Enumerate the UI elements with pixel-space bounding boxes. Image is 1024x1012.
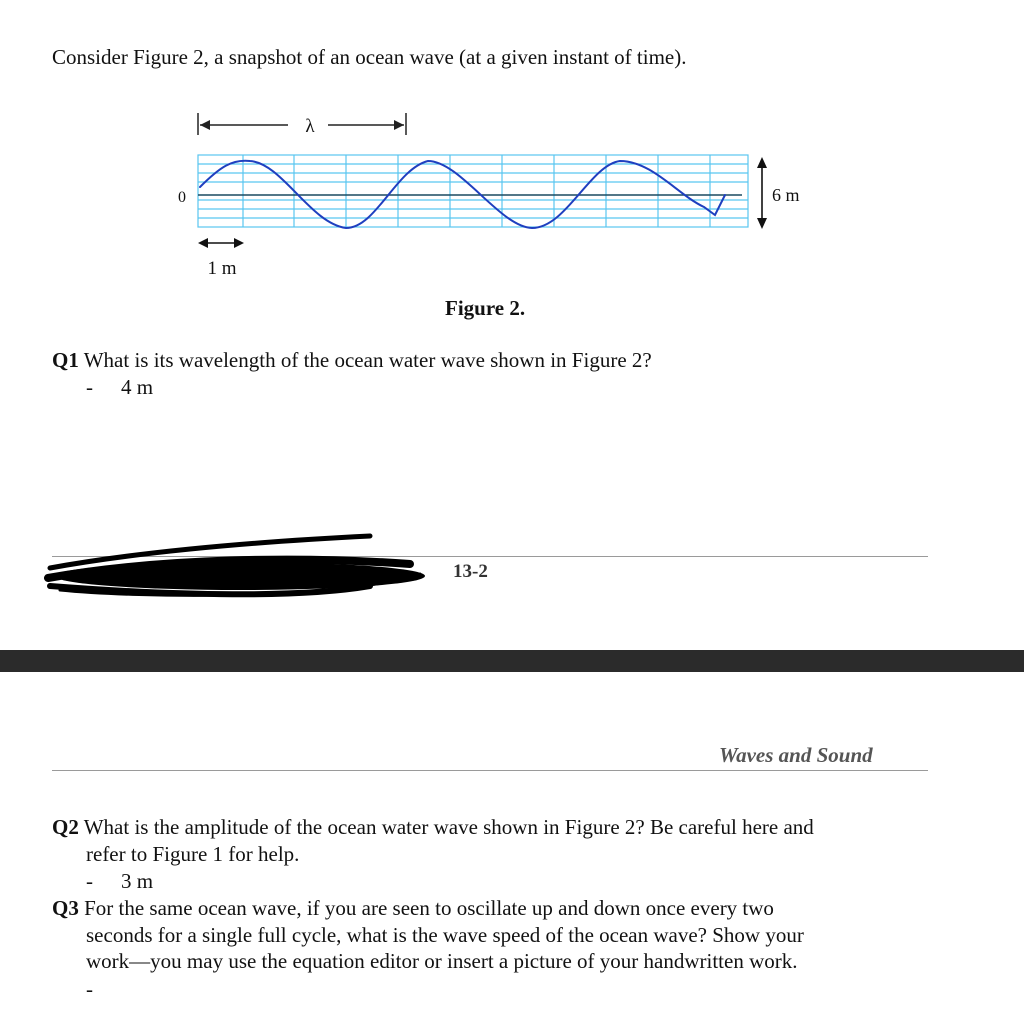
amplitude-arrowhead-bottom bbox=[757, 218, 767, 229]
scale-label: 1 m bbox=[207, 258, 237, 279]
question-2-number: Q2 bbox=[52, 815, 79, 839]
question-2-answer: 3 m bbox=[121, 869, 154, 893]
zero-label: 0 bbox=[178, 189, 186, 206]
question-3-line-1: For the same ocean wave, if you are seen to oscillate up and down once every two bbox=[78, 896, 774, 920]
question-2-line-1: What is the amplitude of the ocean water wave shown in Figure 2? Be careful here and bbox=[78, 815, 814, 839]
amplitude-arrowhead-top bbox=[757, 157, 767, 168]
question-3-number: Q3 bbox=[52, 896, 79, 920]
intro-text: Consider Figure 2, a snapshot of an ocean wave (at a given instant of time). bbox=[52, 45, 687, 69]
header-rule bbox=[52, 770, 928, 771]
question-1-text: What is its wavelength of the ocean water wave shown in Figure 2? bbox=[78, 348, 652, 372]
figure-2-wave-diagram bbox=[170, 105, 810, 285]
wavelength-arrowhead-left bbox=[200, 120, 210, 130]
previous-page-cut-text bbox=[0, 0, 1024, 8]
question-3-answer-dash: - bbox=[86, 977, 93, 1001]
page-header-title: Waves and Sound bbox=[719, 743, 873, 767]
question-1-answer: 4 m bbox=[121, 375, 154, 399]
page-break-band bbox=[0, 650, 1024, 672]
lambda-label: λ bbox=[305, 116, 315, 137]
wavelength-arrowhead-right bbox=[394, 120, 404, 130]
question-2-line-2: refer to Figure 1 for help. bbox=[86, 842, 300, 866]
page-number: 13-2 bbox=[453, 561, 488, 582]
question-3-line-3: work—you may use the equation editor or insert a picture of your handwritten work. bbox=[86, 949, 798, 973]
scale-arrowhead-right bbox=[234, 238, 244, 248]
question-3-line-2: seconds for a single full cycle, what is the wave speed of the ocean wave? Show your bbox=[86, 923, 804, 947]
amplitude-label: 6 m bbox=[772, 185, 800, 205]
question-1 bbox=[52, 347, 652, 373]
question-2-answer-dash: - bbox=[86, 869, 93, 893]
scale-arrowhead-left bbox=[198, 238, 208, 248]
question-1-answer-dash: - bbox=[86, 375, 93, 399]
figure-caption: Figure 2. bbox=[445, 296, 526, 320]
wave-grid bbox=[198, 155, 748, 227]
question-3 bbox=[52, 895, 774, 921]
question-1-number: Q1 bbox=[52, 348, 79, 372]
redaction-scribble bbox=[40, 528, 440, 608]
question-2 bbox=[52, 814, 814, 840]
